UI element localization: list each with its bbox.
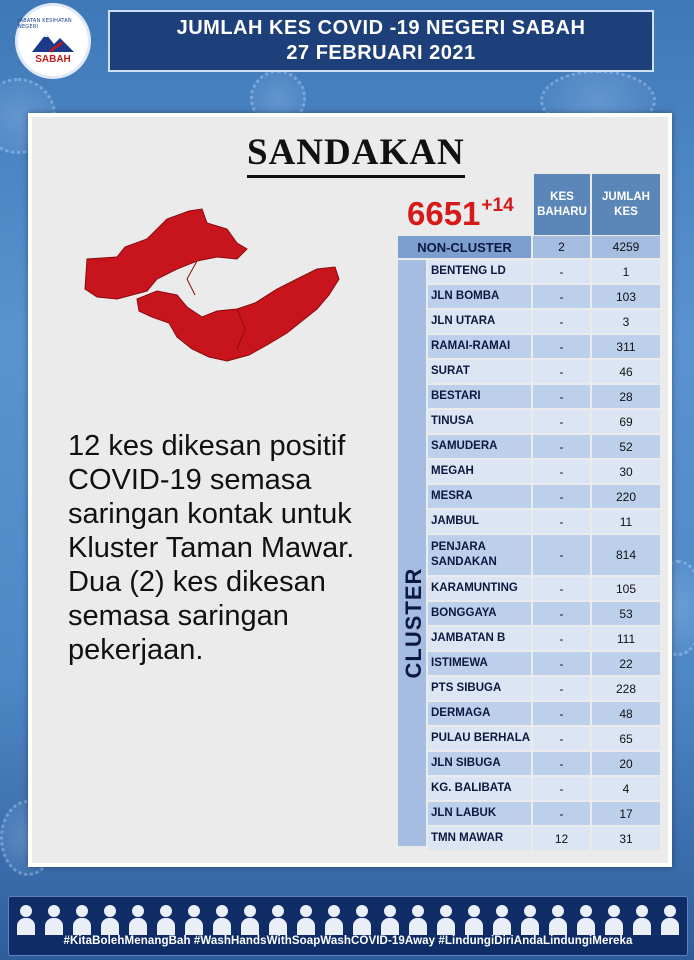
cluster-new-cases: - — [533, 285, 590, 308]
table-row — [428, 802, 660, 825]
table-row — [428, 577, 660, 600]
cluster-new-cases: - — [533, 360, 590, 383]
header-title-line2: 27 FEBRUARI 2021 — [286, 42, 476, 64]
cluster-new-cases: 12 — [533, 827, 590, 850]
cluster-name: MEGAH — [428, 460, 531, 483]
logo-text: SABAH — [35, 53, 71, 65]
case-description-line: Dua (2) kes dikesan semasa saringan pekerjaan. — [68, 566, 326, 666]
cluster-new-cases: - — [533, 435, 590, 458]
cluster-new-cases: - — [533, 627, 590, 650]
non-cluster-label: NON-CLUSTER — [398, 236, 531, 258]
cluster-name: JAMBUL — [428, 510, 531, 533]
frontliner-icon — [73, 905, 91, 935]
cluster-total-cases: 20 — [592, 752, 660, 775]
cluster-total-cases: 69 — [592, 410, 660, 433]
district-title: SANDAKAN — [247, 133, 465, 178]
cluster-new-cases: - — [533, 727, 590, 750]
frontliner-icon — [465, 905, 483, 935]
table-row — [428, 602, 660, 625]
table-row — [428, 627, 660, 650]
cluster-total-cases: 220 — [592, 485, 660, 508]
frontliner-icon — [493, 905, 511, 935]
table-row — [428, 485, 660, 508]
cluster-name: JLN UTARA — [428, 310, 531, 333]
frontliner-icons — [17, 901, 679, 935]
frontliner-icon — [521, 905, 539, 935]
cluster-name: PTS SIBUGA — [428, 677, 531, 700]
non-cluster-new: 2 — [533, 236, 590, 258]
cluster-name: JAMBATAN B — [428, 627, 531, 650]
footer-banner — [8, 896, 688, 956]
frontliner-icon — [269, 905, 287, 935]
cluster-total-cases: 4 — [592, 777, 660, 800]
cluster-name: PULAU BERHALA — [428, 727, 531, 750]
table-row — [428, 827, 660, 850]
sabah-health-logo — [18, 6, 88, 76]
footer-hashtags: #KitaBolehMenangBah #WashHandsWithSoapWashCOVID-19Away #LindungiDiriAndaLindungiMereka — [63, 935, 633, 947]
table-row — [428, 702, 660, 725]
cluster-new-cases: - — [533, 335, 590, 358]
header-title — [108, 10, 654, 72]
cluster-total-cases: 22 — [592, 652, 660, 675]
cluster-total-cases: 30 — [592, 460, 660, 483]
table-row — [428, 652, 660, 675]
frontliner-icon — [45, 905, 63, 935]
table-row — [428, 310, 660, 333]
cluster-total-cases: 46 — [592, 360, 660, 383]
cluster-total-cases: 53 — [592, 602, 660, 625]
cluster-name: BESTARI — [428, 385, 531, 408]
cluster-total-cases: 31 — [592, 827, 660, 850]
cluster-total-cases: 52 — [592, 435, 660, 458]
total-cases — [407, 195, 514, 233]
table-row — [428, 410, 660, 433]
cluster-new-cases: - — [533, 260, 590, 283]
cluster-new-cases: - — [533, 602, 590, 625]
frontliner-icon — [353, 905, 371, 935]
total-cases-value: 6651 — [407, 195, 481, 232]
cluster-name: BENTENG LD — [428, 260, 531, 283]
new-cases-value: +14 — [481, 195, 514, 216]
main-panel — [28, 113, 672, 867]
frontliner-icon — [241, 905, 259, 935]
frontliner-icon — [549, 905, 567, 935]
table-row — [428, 460, 660, 483]
table-row — [428, 677, 660, 700]
mountain-logo-icon — [30, 30, 76, 54]
cluster-new-cases: - — [533, 535, 590, 575]
cluster-new-cases: - — [533, 802, 590, 825]
cluster-new-cases: - — [533, 652, 590, 675]
table-row — [428, 535, 660, 575]
cluster-name: KG. BALIBATA — [428, 777, 531, 800]
cluster-name: JLN LABUK — [428, 802, 531, 825]
cluster-name: TMN MAWAR — [428, 827, 531, 850]
frontliner-icon — [661, 905, 679, 935]
table-row — [428, 285, 660, 308]
table-row — [428, 777, 660, 800]
table-row — [428, 260, 660, 283]
cluster-new-cases: - — [533, 677, 590, 700]
frontliner-icon — [437, 905, 455, 935]
frontliner-icon — [129, 905, 147, 935]
table-row — [428, 435, 660, 458]
logo-top-text: JABATAN KESIHATAN NEGERI — [18, 17, 72, 30]
frontliner-icon — [17, 905, 35, 935]
frontliner-icon — [409, 905, 427, 935]
cluster-total-cases: 28 — [592, 385, 660, 408]
cluster-name: BONGGAYA — [428, 602, 531, 625]
frontliner-icon — [297, 905, 315, 935]
cluster-total-cases: 228 — [592, 677, 660, 700]
cluster-name: SURAT — [428, 360, 531, 383]
table-row — [428, 385, 660, 408]
frontliner-icon — [213, 905, 231, 935]
cluster-name: ISTIMEWA — [428, 652, 531, 675]
cluster-new-cases: - — [533, 702, 590, 725]
cluster-total-cases: 3 — [592, 310, 660, 333]
frontliner-icon — [101, 905, 119, 935]
cluster-name: PENJARA SANDAKAN — [428, 535, 531, 575]
header-total-cases: JUMLAH KES — [592, 174, 660, 235]
cluster-name: JLN SIBUGA — [428, 752, 531, 775]
cluster-new-cases: - — [533, 577, 590, 600]
cluster-name: MESRA — [428, 485, 531, 508]
table-row — [428, 727, 660, 750]
cluster-label: CLUSTER — [401, 567, 426, 679]
cluster-total-cases: 65 — [592, 727, 660, 750]
cluster-total-cases: 311 — [592, 335, 660, 358]
cluster-rows — [428, 260, 660, 852]
cluster-name: KARAMUNTING — [428, 577, 531, 600]
frontliner-icon — [577, 905, 595, 935]
non-cluster-row — [398, 236, 660, 258]
cluster-name: RAMAI-RAMAI — [428, 335, 531, 358]
frontliner-icon — [157, 905, 175, 935]
cluster-total-cases: 103 — [592, 285, 660, 308]
cluster-total-cases: 17 — [592, 802, 660, 825]
cluster-name: DERMAGA — [428, 702, 531, 725]
cluster-new-cases: - — [533, 752, 590, 775]
cluster-new-cases: - — [533, 510, 590, 533]
case-description — [68, 429, 388, 667]
frontliner-icon — [325, 905, 343, 935]
cluster-name: SAMUDERA — [428, 435, 531, 458]
cluster-total-cases: 105 — [592, 577, 660, 600]
frontliner-icon — [633, 905, 651, 935]
header-new-cases: KES BAHARU — [534, 174, 590, 235]
cluster-side-label — [398, 260, 426, 846]
table-row — [428, 360, 660, 383]
cluster-new-cases: - — [533, 385, 590, 408]
cluster-total-cases: 814 — [592, 535, 660, 575]
table-row — [428, 752, 660, 775]
cluster-name: JLN BOMBA — [428, 285, 531, 308]
cluster-total-cases: 11 — [592, 510, 660, 533]
cluster-new-cases: - — [533, 485, 590, 508]
cluster-new-cases: - — [533, 410, 590, 433]
frontliner-icon — [605, 905, 623, 935]
table-row — [428, 335, 660, 358]
header-title-line1: JUMLAH KES COVID -19 NEGERI SABAH — [176, 17, 586, 39]
cluster-new-cases: - — [533, 777, 590, 800]
cluster-total-cases: 48 — [592, 702, 660, 725]
cluster-new-cases: - — [533, 310, 590, 333]
cluster-new-cases: - — [533, 460, 590, 483]
table-row — [428, 510, 660, 533]
sandakan-map-icon — [77, 199, 367, 379]
frontliner-icon — [185, 905, 203, 935]
non-cluster-total: 4259 — [592, 236, 660, 258]
cluster-total-cases: 111 — [592, 627, 660, 650]
cluster-total-cases: 1 — [592, 260, 660, 283]
frontliner-icon — [381, 905, 399, 935]
case-description-line: 12 kes dikesan positif COVID-19 semasa saringan kontak untuk Kluster Taman Mawar. — [68, 430, 355, 564]
cluster-name: TINUSA — [428, 410, 531, 433]
